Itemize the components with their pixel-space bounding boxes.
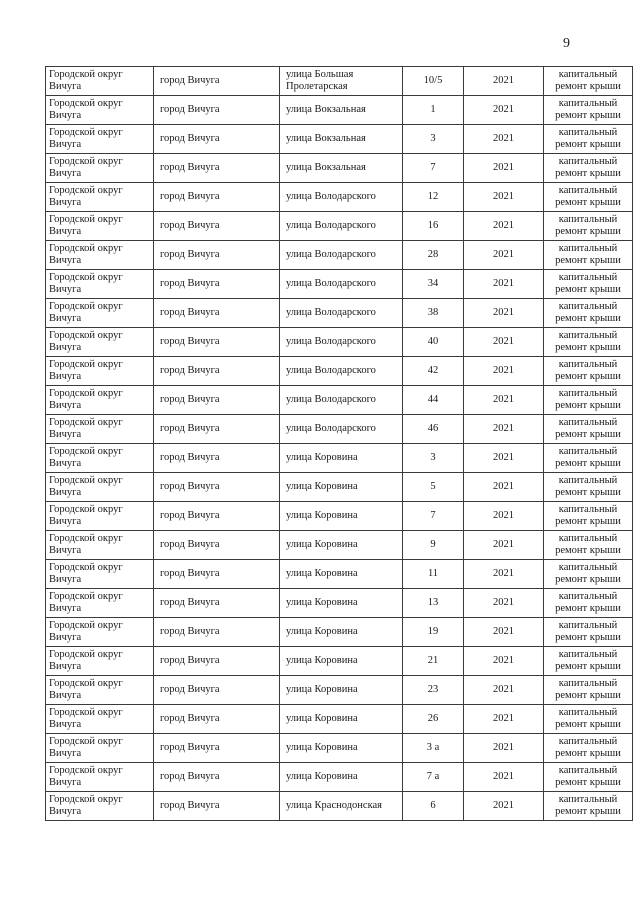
year-cell: 2021 (464, 183, 544, 212)
work-type-cell: капитальный ремонт крыши (544, 183, 633, 212)
table-row (46, 763, 633, 792)
work-type-cell: капитальный ремонт крыши (544, 154, 633, 183)
municipality-cell: Городской округ Вичуга (46, 473, 154, 502)
street-cell: улица Володарского (280, 415, 403, 444)
year-cell: 2021 (464, 270, 544, 299)
street-cell: улица Большая Пролетарская (280, 67, 403, 96)
municipality-cell: Городской округ Вичуга (46, 589, 154, 618)
year-cell: 2021 (464, 415, 544, 444)
house-number-cell: 6 (403, 792, 464, 821)
year-cell: 2021 (464, 792, 544, 821)
city-cell: город Вичуга (154, 183, 280, 212)
house-number-cell: 42 (403, 357, 464, 386)
street-cell: улица Володарского (280, 357, 403, 386)
municipality-cell: Городской округ Вичуга (46, 299, 154, 328)
table-row (46, 676, 633, 705)
house-number-cell: 16 (403, 212, 464, 241)
table-row (46, 734, 633, 763)
municipality-cell: Городской округ Вичуга (46, 212, 154, 241)
house-number-cell: 23 (403, 676, 464, 705)
city-cell: город Вичуга (154, 589, 280, 618)
street-cell: улица Володарского (280, 241, 403, 270)
house-number-cell: 9 (403, 531, 464, 560)
municipality-cell: Городской округ Вичуга (46, 386, 154, 415)
work-type-cell: капитальный ремонт крыши (544, 444, 633, 473)
street-cell: улица Вокзальная (280, 125, 403, 154)
street-cell: улица Володарского (280, 212, 403, 241)
year-cell: 2021 (464, 560, 544, 589)
municipality-cell: Городской округ Вичуга (46, 415, 154, 444)
street-cell: улица Коровина (280, 647, 403, 676)
street-cell: улица Вокзальная (280, 154, 403, 183)
municipality-cell: Городской округ Вичуга (46, 531, 154, 560)
municipality-cell: Городской округ Вичуга (46, 270, 154, 299)
municipality-cell: Городской округ Вичуга (46, 792, 154, 821)
work-type-cell: капитальный ремонт крыши (544, 241, 633, 270)
table-row (46, 357, 633, 386)
city-cell: город Вичуга (154, 560, 280, 589)
year-cell: 2021 (464, 734, 544, 763)
municipality-cell: Городской округ Вичуга (46, 241, 154, 270)
year-cell: 2021 (464, 676, 544, 705)
table-row (46, 531, 633, 560)
city-cell: город Вичуга (154, 328, 280, 357)
municipality-cell: Городской округ Вичуга (46, 705, 154, 734)
house-number-cell: 28 (403, 241, 464, 270)
city-cell: город Вичуга (154, 270, 280, 299)
house-number-cell: 19 (403, 618, 464, 647)
table-row (46, 67, 633, 96)
municipality-cell: Городской округ Вичуга (46, 618, 154, 647)
year-cell: 2021 (464, 647, 544, 676)
work-type-cell: капитальный ремонт крыши (544, 270, 633, 299)
city-cell: город Вичуга (154, 763, 280, 792)
year-cell: 2021 (464, 125, 544, 154)
house-number-cell: 13 (403, 589, 464, 618)
street-cell: улица Коровина (280, 676, 403, 705)
year-cell: 2021 (464, 705, 544, 734)
work-type-cell: капитальный ремонт крыши (544, 589, 633, 618)
work-type-cell: капитальный ремонт крыши (544, 299, 633, 328)
table-row (46, 444, 633, 473)
table-row (46, 154, 633, 183)
work-type-cell: капитальный ремонт крыши (544, 67, 633, 96)
table-row (46, 473, 633, 502)
house-number-cell: 1 (403, 96, 464, 125)
street-cell: улица Володарского (280, 386, 403, 415)
municipality-cell: Городской округ Вичуга (46, 183, 154, 212)
city-cell: город Вичуга (154, 386, 280, 415)
city-cell: город Вичуга (154, 705, 280, 734)
year-cell: 2021 (464, 473, 544, 502)
city-cell: город Вичуга (154, 125, 280, 154)
year-cell: 2021 (464, 386, 544, 415)
street-cell: улица Коровина (280, 763, 403, 792)
year-cell: 2021 (464, 212, 544, 241)
work-type-cell: капитальный ремонт крыши (544, 705, 633, 734)
table-row (46, 241, 633, 270)
city-cell: город Вичуга (154, 473, 280, 502)
table-row (46, 299, 633, 328)
work-type-cell: капитальный ремонт крыши (544, 96, 633, 125)
work-type-cell: капитальный ремонт крыши (544, 502, 633, 531)
municipality-cell: Городской округ Вичуга (46, 676, 154, 705)
table-row (46, 618, 633, 647)
house-number-cell: 26 (403, 705, 464, 734)
street-cell: улица Володарского (280, 183, 403, 212)
municipality-cell: Городской округ Вичуга (46, 357, 154, 386)
city-cell: город Вичуга (154, 241, 280, 270)
table-row (46, 560, 633, 589)
city-cell: город Вичуга (154, 67, 280, 96)
municipality-cell: Городской округ Вичуга (46, 444, 154, 473)
city-cell: город Вичуга (154, 792, 280, 821)
municipality-cell: Городской округ Вичуга (46, 125, 154, 154)
house-number-cell: 5 (403, 473, 464, 502)
work-type-cell: капитальный ремонт крыши (544, 125, 633, 154)
house-number-cell: 12 (403, 183, 464, 212)
house-number-cell: 3 а (403, 734, 464, 763)
municipality-cell: Городской округ Вичуга (46, 763, 154, 792)
table-row (46, 328, 633, 357)
housing-repair-table (45, 66, 633, 821)
house-number-cell: 40 (403, 328, 464, 357)
work-type-cell: капитальный ремонт крыши (544, 386, 633, 415)
work-type-cell: капитальный ремонт крыши (544, 676, 633, 705)
house-number-cell: 21 (403, 647, 464, 676)
municipality-cell: Городской округ Вичуга (46, 647, 154, 676)
municipality-cell: Городской округ Вичуга (46, 502, 154, 531)
street-cell: улица Коровина (280, 531, 403, 560)
work-type-cell: капитальный ремонт крыши (544, 792, 633, 821)
municipality-cell: Городской округ Вичуга (46, 67, 154, 96)
municipality-cell: Городской округ Вичуга (46, 560, 154, 589)
street-cell: улица Володарского (280, 270, 403, 299)
house-number-cell: 34 (403, 270, 464, 299)
city-cell: город Вичуга (154, 154, 280, 183)
city-cell: город Вичуга (154, 357, 280, 386)
year-cell: 2021 (464, 96, 544, 125)
street-cell: улица Коровина (280, 618, 403, 647)
house-number-cell: 46 (403, 415, 464, 444)
year-cell: 2021 (464, 154, 544, 183)
street-cell: улица Коровина (280, 705, 403, 734)
year-cell: 2021 (464, 444, 544, 473)
table-row (46, 183, 633, 212)
municipality-cell: Городской округ Вичуга (46, 328, 154, 357)
year-cell: 2021 (464, 67, 544, 96)
house-number-cell: 7 а (403, 763, 464, 792)
table-row (46, 415, 633, 444)
table-row (46, 212, 633, 241)
city-cell: город Вичуга (154, 212, 280, 241)
municipality-cell: Городской округ Вичуга (46, 96, 154, 125)
year-cell: 2021 (464, 241, 544, 270)
city-cell: город Вичуга (154, 415, 280, 444)
work-type-cell: капитальный ремонт крыши (544, 734, 633, 763)
street-cell: улица Коровина (280, 734, 403, 763)
city-cell: город Вичуга (154, 444, 280, 473)
municipality-cell: Городской округ Вичуга (46, 154, 154, 183)
street-cell: улица Коровина (280, 502, 403, 531)
work-type-cell: капитальный ремонт крыши (544, 328, 633, 357)
work-type-cell: капитальный ремонт крыши (544, 212, 633, 241)
year-cell: 2021 (464, 589, 544, 618)
street-cell: улица Володарского (280, 328, 403, 357)
work-type-cell: капитальный ремонт крыши (544, 473, 633, 502)
work-type-cell: капитальный ремонт крыши (544, 415, 633, 444)
work-type-cell: капитальный ремонт крыши (544, 357, 633, 386)
city-cell: город Вичуга (154, 531, 280, 560)
street-cell: улица Коровина (280, 473, 403, 502)
table-row (46, 705, 633, 734)
city-cell: город Вичуга (154, 299, 280, 328)
house-number-cell: 11 (403, 560, 464, 589)
house-number-cell: 7 (403, 154, 464, 183)
city-cell: город Вичуга (154, 502, 280, 531)
table-row (46, 502, 633, 531)
house-number-cell: 7 (403, 502, 464, 531)
table-row (46, 792, 633, 821)
street-cell: улица Коровина (280, 444, 403, 473)
house-number-cell: 44 (403, 386, 464, 415)
year-cell: 2021 (464, 531, 544, 560)
year-cell: 2021 (464, 618, 544, 647)
city-cell: город Вичуга (154, 676, 280, 705)
city-cell: город Вичуга (154, 647, 280, 676)
page-number: 9 (563, 36, 570, 51)
work-type-cell: капитальный ремонт крыши (544, 560, 633, 589)
year-cell: 2021 (464, 502, 544, 531)
work-type-cell: капитальный ремонт крыши (544, 647, 633, 676)
table-body (46, 67, 633, 821)
year-cell: 2021 (464, 763, 544, 792)
year-cell: 2021 (464, 299, 544, 328)
municipality-cell: Городской округ Вичуга (46, 734, 154, 763)
street-cell: улица Вокзальная (280, 96, 403, 125)
street-cell: улица Коровина (280, 560, 403, 589)
house-number-cell: 3 (403, 125, 464, 154)
house-number-cell: 38 (403, 299, 464, 328)
house-number-cell: 10/5 (403, 67, 464, 96)
year-cell: 2021 (464, 357, 544, 386)
table-row (46, 647, 633, 676)
table-row (46, 270, 633, 299)
table-row (46, 589, 633, 618)
city-cell: город Вичуга (154, 96, 280, 125)
house-number-cell: 3 (403, 444, 464, 473)
table-row (46, 125, 633, 154)
year-cell: 2021 (464, 328, 544, 357)
work-type-cell: капитальный ремонт крыши (544, 618, 633, 647)
city-cell: город Вичуга (154, 618, 280, 647)
table-row (46, 96, 633, 125)
street-cell: улица Володарского (280, 299, 403, 328)
work-type-cell: капитальный ремонт крыши (544, 531, 633, 560)
table-row (46, 386, 633, 415)
street-cell: улица Коровина (280, 589, 403, 618)
street-cell: улица Краснодонская (280, 792, 403, 821)
city-cell: город Вичуга (154, 734, 280, 763)
work-type-cell: капитальный ремонт крыши (544, 763, 633, 792)
